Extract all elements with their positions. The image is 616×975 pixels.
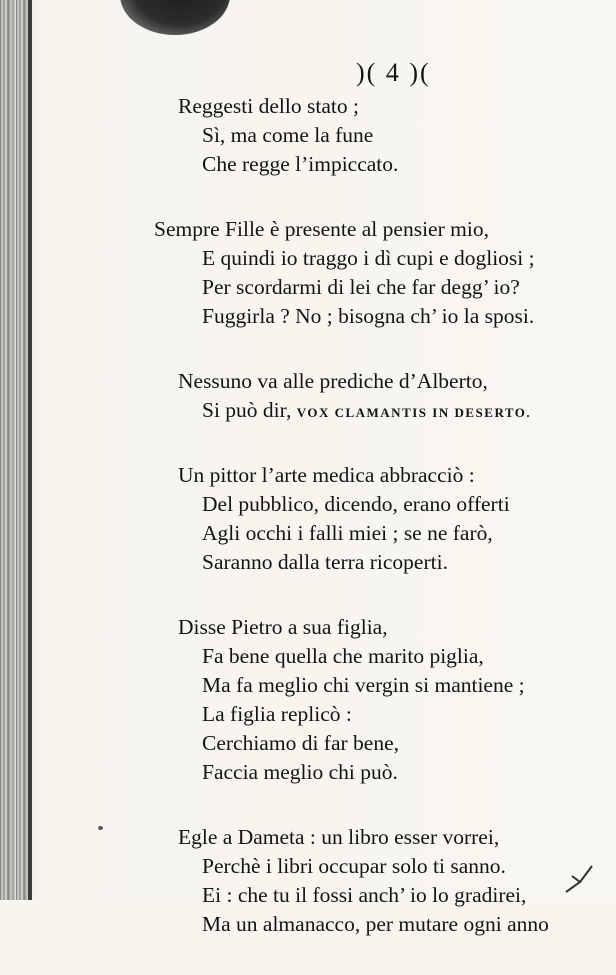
- binding-edge: [28, 0, 32, 900]
- poem-line: E quindi io traggo i dì cupi e dogliosi ;: [202, 246, 535, 270]
- poem-line: Saranno dalla terra ricoperti.: [202, 550, 448, 574]
- stanza-6: [178, 823, 608, 939]
- stanza-1: [178, 92, 608, 179]
- poem-line: Cerchiamo di far bene,: [202, 731, 399, 755]
- poem-line: [178, 396, 608, 425]
- poem-line: Sempre Fille è presente al pensier mio,: [154, 217, 489, 241]
- poem-line: Fuggirla ? No ; bisogna ch’ io la sposi.: [202, 304, 535, 328]
- poem-line: Del pubblico, dicendo, erano offerti: [202, 492, 510, 516]
- poem-line: Ma un almanacco, per mutare ogni anno: [202, 912, 549, 936]
- poem-line: Ma fa meglio chi vergin si mantiene ;: [202, 673, 525, 697]
- poem-line: Ei : che tu il fossi anch’ io lo gradirei,: [202, 883, 527, 907]
- pencil-mark-icon: [562, 862, 598, 898]
- thumb-shadow: [120, 0, 230, 35]
- poem-line: Faccia meglio chi può.: [202, 760, 398, 784]
- poem-line: La figlia replicò :: [202, 702, 352, 726]
- stanza-4: [178, 461, 608, 577]
- poem-line: Sì, ma come la fune: [202, 123, 374, 147]
- ink-speck: [98, 826, 103, 830]
- poem-line-text: Si può dir,: [202, 398, 292, 422]
- poem-line: Fa bene quella che marito piglia,: [202, 644, 484, 668]
- latin-phrase: VOX CLAMANTIS IN DESERTO.: [296, 405, 532, 420]
- poem-line: Un pittor l’arte medica abbracciò :: [178, 463, 475, 487]
- stanza-3: [178, 367, 608, 425]
- poem-line: Agli occhi i falli miei ; se ne farò,: [202, 521, 493, 545]
- poem-line: Reggesti dello stato ;: [178, 94, 359, 118]
- page-number: )( 4 )(: [356, 58, 431, 87]
- poem-line: Nessuno va alle prediche d’Alberto,: [178, 369, 488, 393]
- poem-line: Egle a Dameta : un libro esser vorrei,: [178, 825, 500, 849]
- stanza-5: [178, 613, 608, 787]
- stanza-2: [154, 215, 608, 331]
- poem-line: Disse Pietro a sua figlia,: [178, 615, 388, 639]
- poem-line: Che regge l’impiccato.: [202, 152, 399, 176]
- poem-column: [154, 92, 608, 975]
- poem-line: Per scordarmi di lei che far degg’ io?: [202, 275, 520, 299]
- poem-line: Perchè i libri occupar solo ti sanno.: [202, 854, 506, 878]
